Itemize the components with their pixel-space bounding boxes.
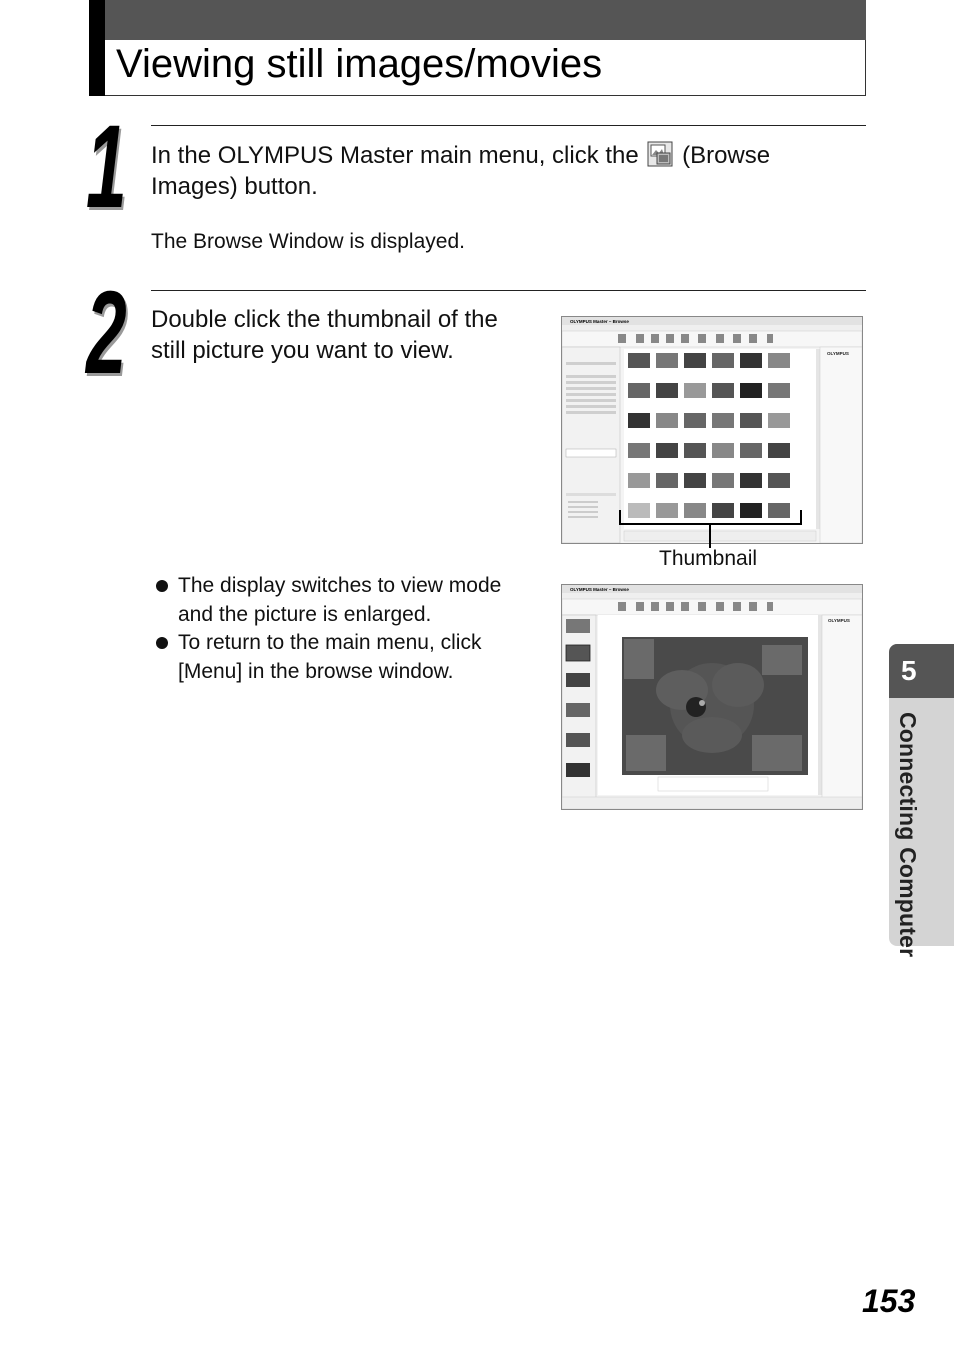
chapter-number: 5 <box>889 644 954 698</box>
step-2-divider <box>151 290 866 291</box>
browse-window-title: OLYMPUS Master – Browse <box>570 319 629 324</box>
step-1-text-a: In the OLYMPUS Master main menu, click the <box>151 142 639 169</box>
page-number: 153 <box>862 1283 916 1319</box>
step-2-line-2: still picture you want to view. <box>151 337 454 364</box>
step-1-number: 1 <box>86 101 125 233</box>
bullet-1-line-1: The display switches to view mode <box>178 574 502 597</box>
bullet-dot-icon <box>156 580 168 592</box>
view-window-title: OLYMPUS Master – Browse <box>570 587 629 592</box>
page-title: Viewing still images/movies <box>116 42 603 86</box>
step-1-text-b: (Browse <box>682 142 771 169</box>
view-brand: OLYMPUS <box>828 618 850 623</box>
step-1-result: The Browse Window is displayed. <box>151 230 465 253</box>
step-2-number: 2 <box>86 267 125 399</box>
view-window-illustration <box>562 585 862 809</box>
step-1-instruction <box>151 140 851 202</box>
step-1-text-c: Images) button. <box>151 173 318 200</box>
step-1-divider <box>151 125 866 126</box>
thumbnail-callout-bracket <box>617 508 807 550</box>
bullet-dot-icon <box>156 637 168 649</box>
bullet-2-line-1: To return to the main menu, click <box>178 631 482 654</box>
bullet-item <box>154 572 534 629</box>
title-accent-bar <box>89 0 105 96</box>
bullet-item <box>154 629 534 686</box>
step-2-line-1: Double click the thumbnail of the <box>151 306 498 333</box>
chapter-label: Connecting Computer <box>895 712 921 958</box>
bullet-2-line-2: [Menu] in the browse window. <box>178 659 454 683</box>
view-mode-screenshot <box>561 584 863 810</box>
browse-brand: OLYMPUS <box>827 351 849 356</box>
browse-images-icon <box>647 141 673 167</box>
chapter-label-wrapper <box>894 712 924 958</box>
bullet-1-line-2: and the picture is enlarged. <box>178 602 432 626</box>
step-2-instruction <box>151 304 551 366</box>
thumbnail-caption: Thumbnail <box>659 547 758 570</box>
step-2-bullet-list <box>154 572 534 686</box>
title-header-bar <box>89 0 866 40</box>
